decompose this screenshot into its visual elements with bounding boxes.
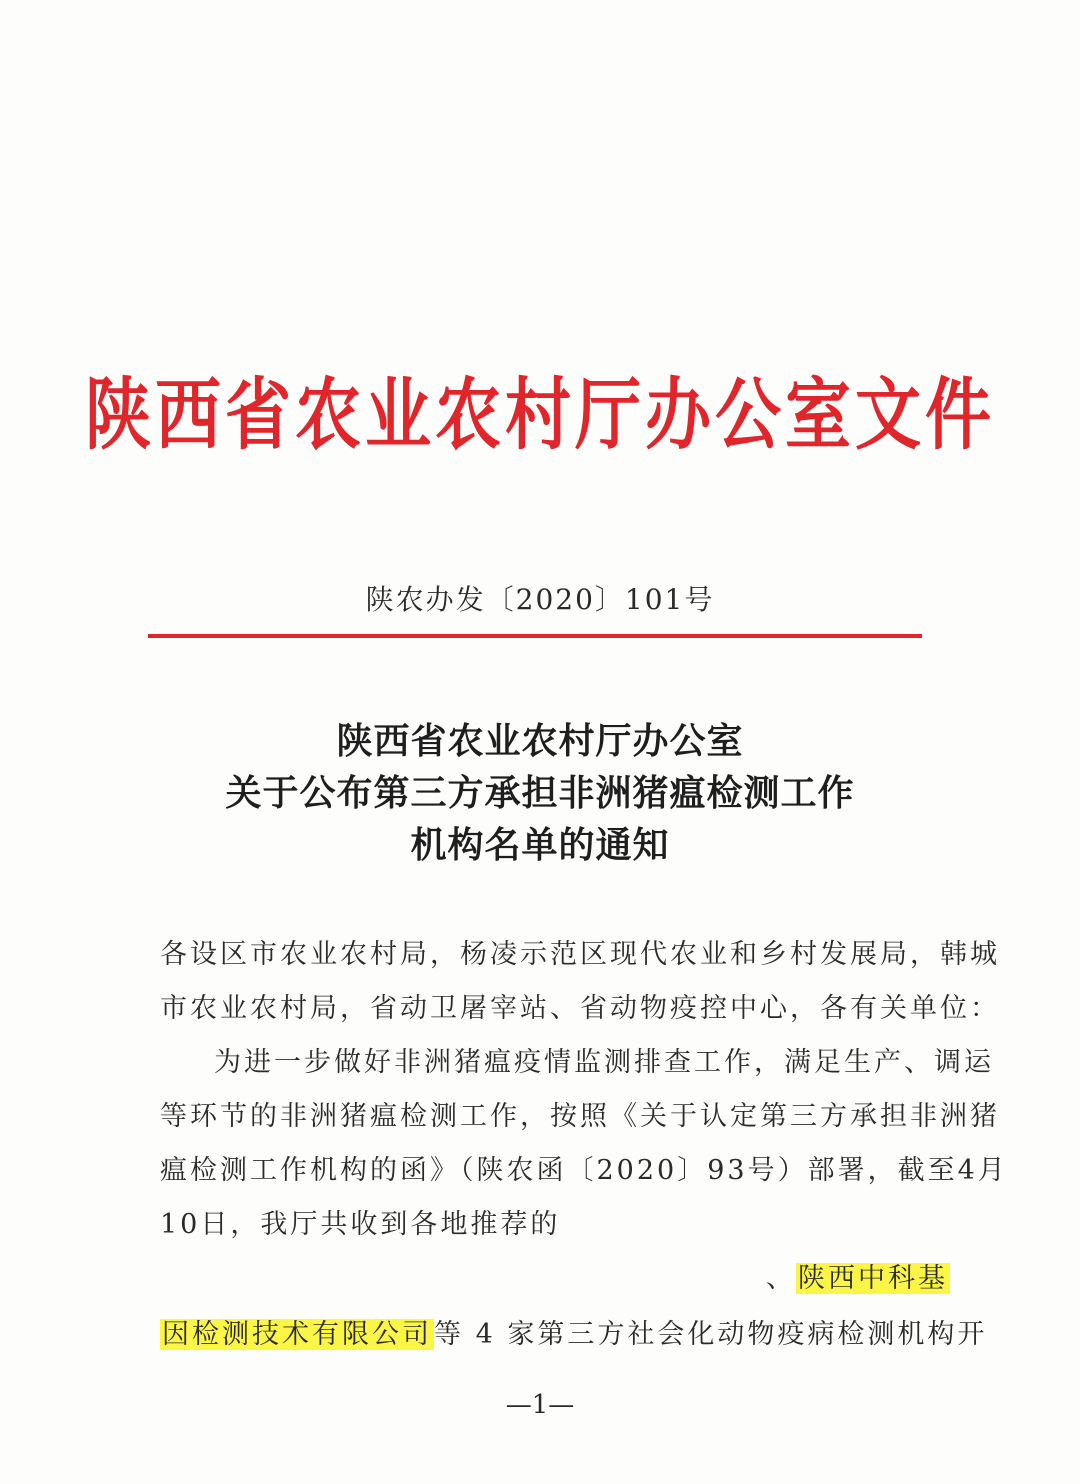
notice-title-line-3: 机构名单的通知 bbox=[410, 825, 670, 866]
highlighted-company-name-start: 陕西中科基 bbox=[798, 1263, 948, 1294]
highlighted-company-name-end: 因检测技术有限公司 bbox=[162, 1319, 432, 1350]
paragraph-line-2: 等环节的非洲猪瘟检测工作，按照《关于认定第三方承担非洲猪 bbox=[160, 1101, 1000, 1132]
enumeration-comma: 、 bbox=[766, 1263, 796, 1294]
addressee-line-2: 市农业农村局，省动卫屠宰站、省动物疫控中心，各有关单位： bbox=[160, 993, 1000, 1024]
paragraph-line-5 bbox=[766, 1260, 948, 1298]
paragraph-line-6-text: 等 4 家第三方社会化动物疫病检测机构开 bbox=[434, 1319, 988, 1350]
document-header-title: 陕西省农业农村厅办公室文件 bbox=[85, 369, 995, 461]
paragraph-line-6 bbox=[160, 1316, 988, 1354]
addressee-line-1: 各设区市农业农村局，杨凌示范区现代农业和乡村发展局，韩城 bbox=[160, 939, 1000, 970]
paragraph-line-4: 10日，我厅共收到各地推荐的 bbox=[160, 1209, 561, 1240]
notice-title bbox=[0, 716, 1080, 872]
page-number: —1— bbox=[505, 1390, 575, 1420]
paragraph-line-1: 为进一步做好非洲猪瘟疫情监测排查工作，满足生产、调运 bbox=[214, 1047, 994, 1078]
notice-title-line-2: 关于公布第三方承担非洲猪瘟检测工作 bbox=[225, 773, 855, 814]
document-number: 陕农办发〔2020〕101号 bbox=[365, 583, 715, 616]
red-divider bbox=[148, 634, 922, 638]
notice-title-line-1: 陕西省农业农村厅办公室 bbox=[336, 721, 744, 762]
paragraph-line-3: 瘟检测工作机构的函》（陕农函〔2020〕93号）部署，截至4月 bbox=[160, 1155, 1008, 1186]
